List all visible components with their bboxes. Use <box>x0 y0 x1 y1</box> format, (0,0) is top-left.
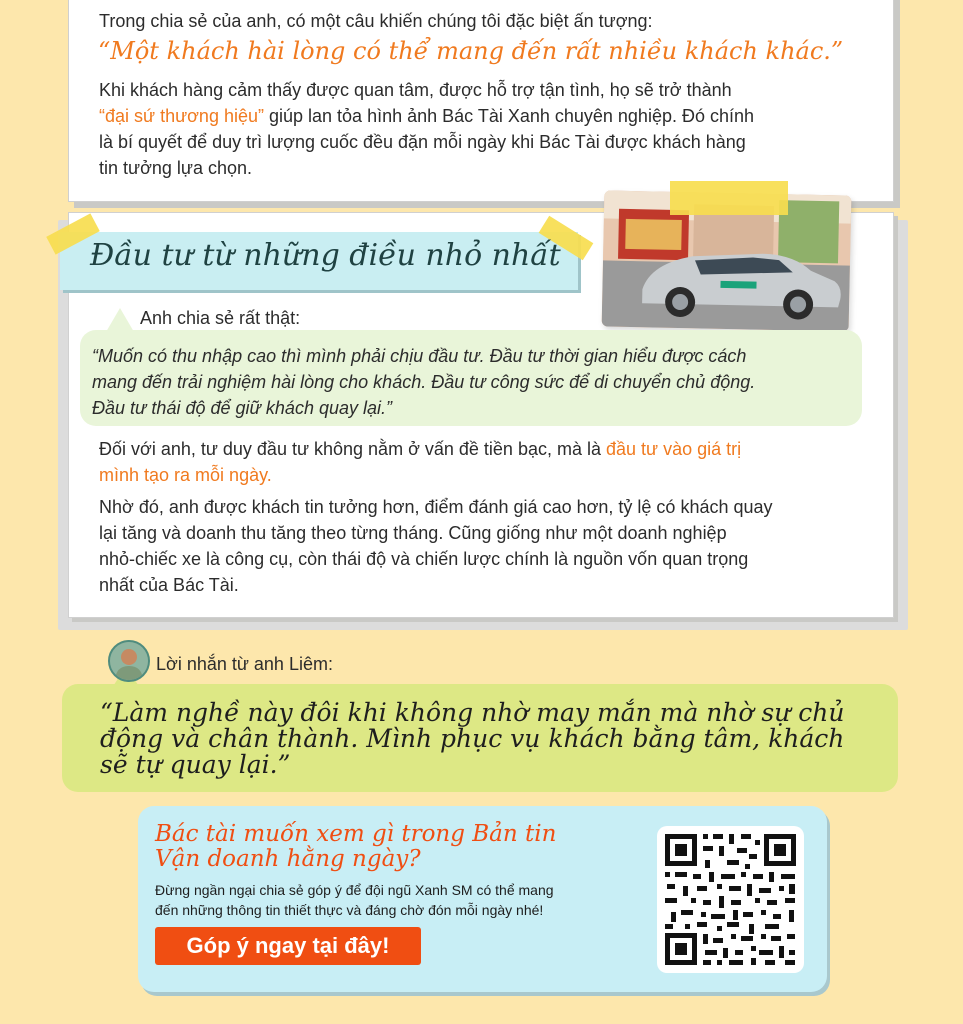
feedback-title: Vận doanh hằng ngày? <box>155 846 421 872</box>
paragraph-line <box>99 436 741 462</box>
tape-decoration <box>670 181 788 215</box>
qr-code-icon <box>657 826 804 973</box>
message-label: Lời nhắn từ anh Liêm: <box>156 654 333 674</box>
invest-highlight: mình tạo ra mỗi ngày. <box>99 465 272 485</box>
paragraph-line: Nhờ đó, anh được khách tin tưởng hơn, điểm đánh giá cao hơn, tỷ lệ có khách quay <box>99 497 773 517</box>
paragraph-text: giúp lan tỏa hình ảnh Bác Tài Xanh chuyên nghiệp. Đó chính <box>263 106 755 126</box>
bubble-tail <box>106 308 134 332</box>
invest-highlight: đầu tư vào giá trị <box>605 439 742 459</box>
avatar <box>108 640 150 682</box>
feedback-cta-button[interactable]: Góp ý ngay tại đây! <box>155 927 421 965</box>
message-line: sẽ tự quay lại.” <box>100 750 291 779</box>
section-heading: Đầu tư từ những điều nhỏ nhất <box>90 238 561 273</box>
qr-code[interactable] <box>657 826 804 973</box>
avatar-photo <box>110 642 148 680</box>
paragraph-line: lại tăng và doanh thu tăng theo từng tháng. Cũng giống như một doanh nghiệp <box>99 523 727 543</box>
quote-line: “Muốn có thu nhập cao thì mình phải chịu đầu tư. Đầu tư thời gian hiểu được cách <box>92 346 747 366</box>
feedback-description: đến những thông tin thiết thực và đáng chờ đón mỗi ngày nhé! <box>155 902 544 918</box>
paragraph-line: Khi khách hàng cảm thấy được quan tâm, được hỗ trợ tận tình, họ sẽ trở thành <box>99 80 732 100</box>
paragraph-line: nhỏ-chiếc xe là công cụ, còn thái độ và chiến lược chính là nguồn vốn quan trọng <box>99 549 749 569</box>
quote-line: Đầu tư thái độ để giữ khách quay lại.” <box>92 398 392 418</box>
lead-text: Anh chia sẻ rất thật: <box>140 308 301 328</box>
message-line: động và chân thành. Mình phục vụ khách bằng tâm, khách <box>100 724 845 753</box>
paragraph-text: Đối với anh, tư duy đầu tư không nằm ở vấn đề tiền bạc, mà là <box>99 439 606 459</box>
message-line: “Làm nghề này đôi khi không nhờ may mắn mà nhờ sự chủ <box>100 698 845 727</box>
paragraph-line: là bí quyết để duy trì lượng cuốc đều đặn mỗi ngày khi Bác Tài được khách hàng <box>99 132 746 152</box>
paragraph-line: tin tưởng lựa chọn. <box>99 158 252 178</box>
paragraph-line <box>99 103 754 129</box>
intro-text: Trong chia sẻ của anh, có một câu khiến chúng tôi đặc biệt ấn tượng: <box>99 11 653 31</box>
brand-ambassador-highlight: “đại sứ thương hiệu” <box>99 106 264 126</box>
paragraph-line: nhất của Bác Tài. <box>99 575 239 595</box>
highlight-quote: “Một khách hài lòng có thể mang đến rất nhiều khách khác.” <box>98 37 844 65</box>
quote-line: mang đến trải nghiệm hài lòng cho khách. Đầu tư công sức để di chuyển chủ động. <box>92 372 756 392</box>
feedback-description: Đừng ngần ngại chia sẻ góp ý để đội ngũ Xanh SM có thể mang <box>155 882 554 898</box>
feedback-title: Bác tài muốn xem gì trong Bản tin <box>155 821 557 847</box>
